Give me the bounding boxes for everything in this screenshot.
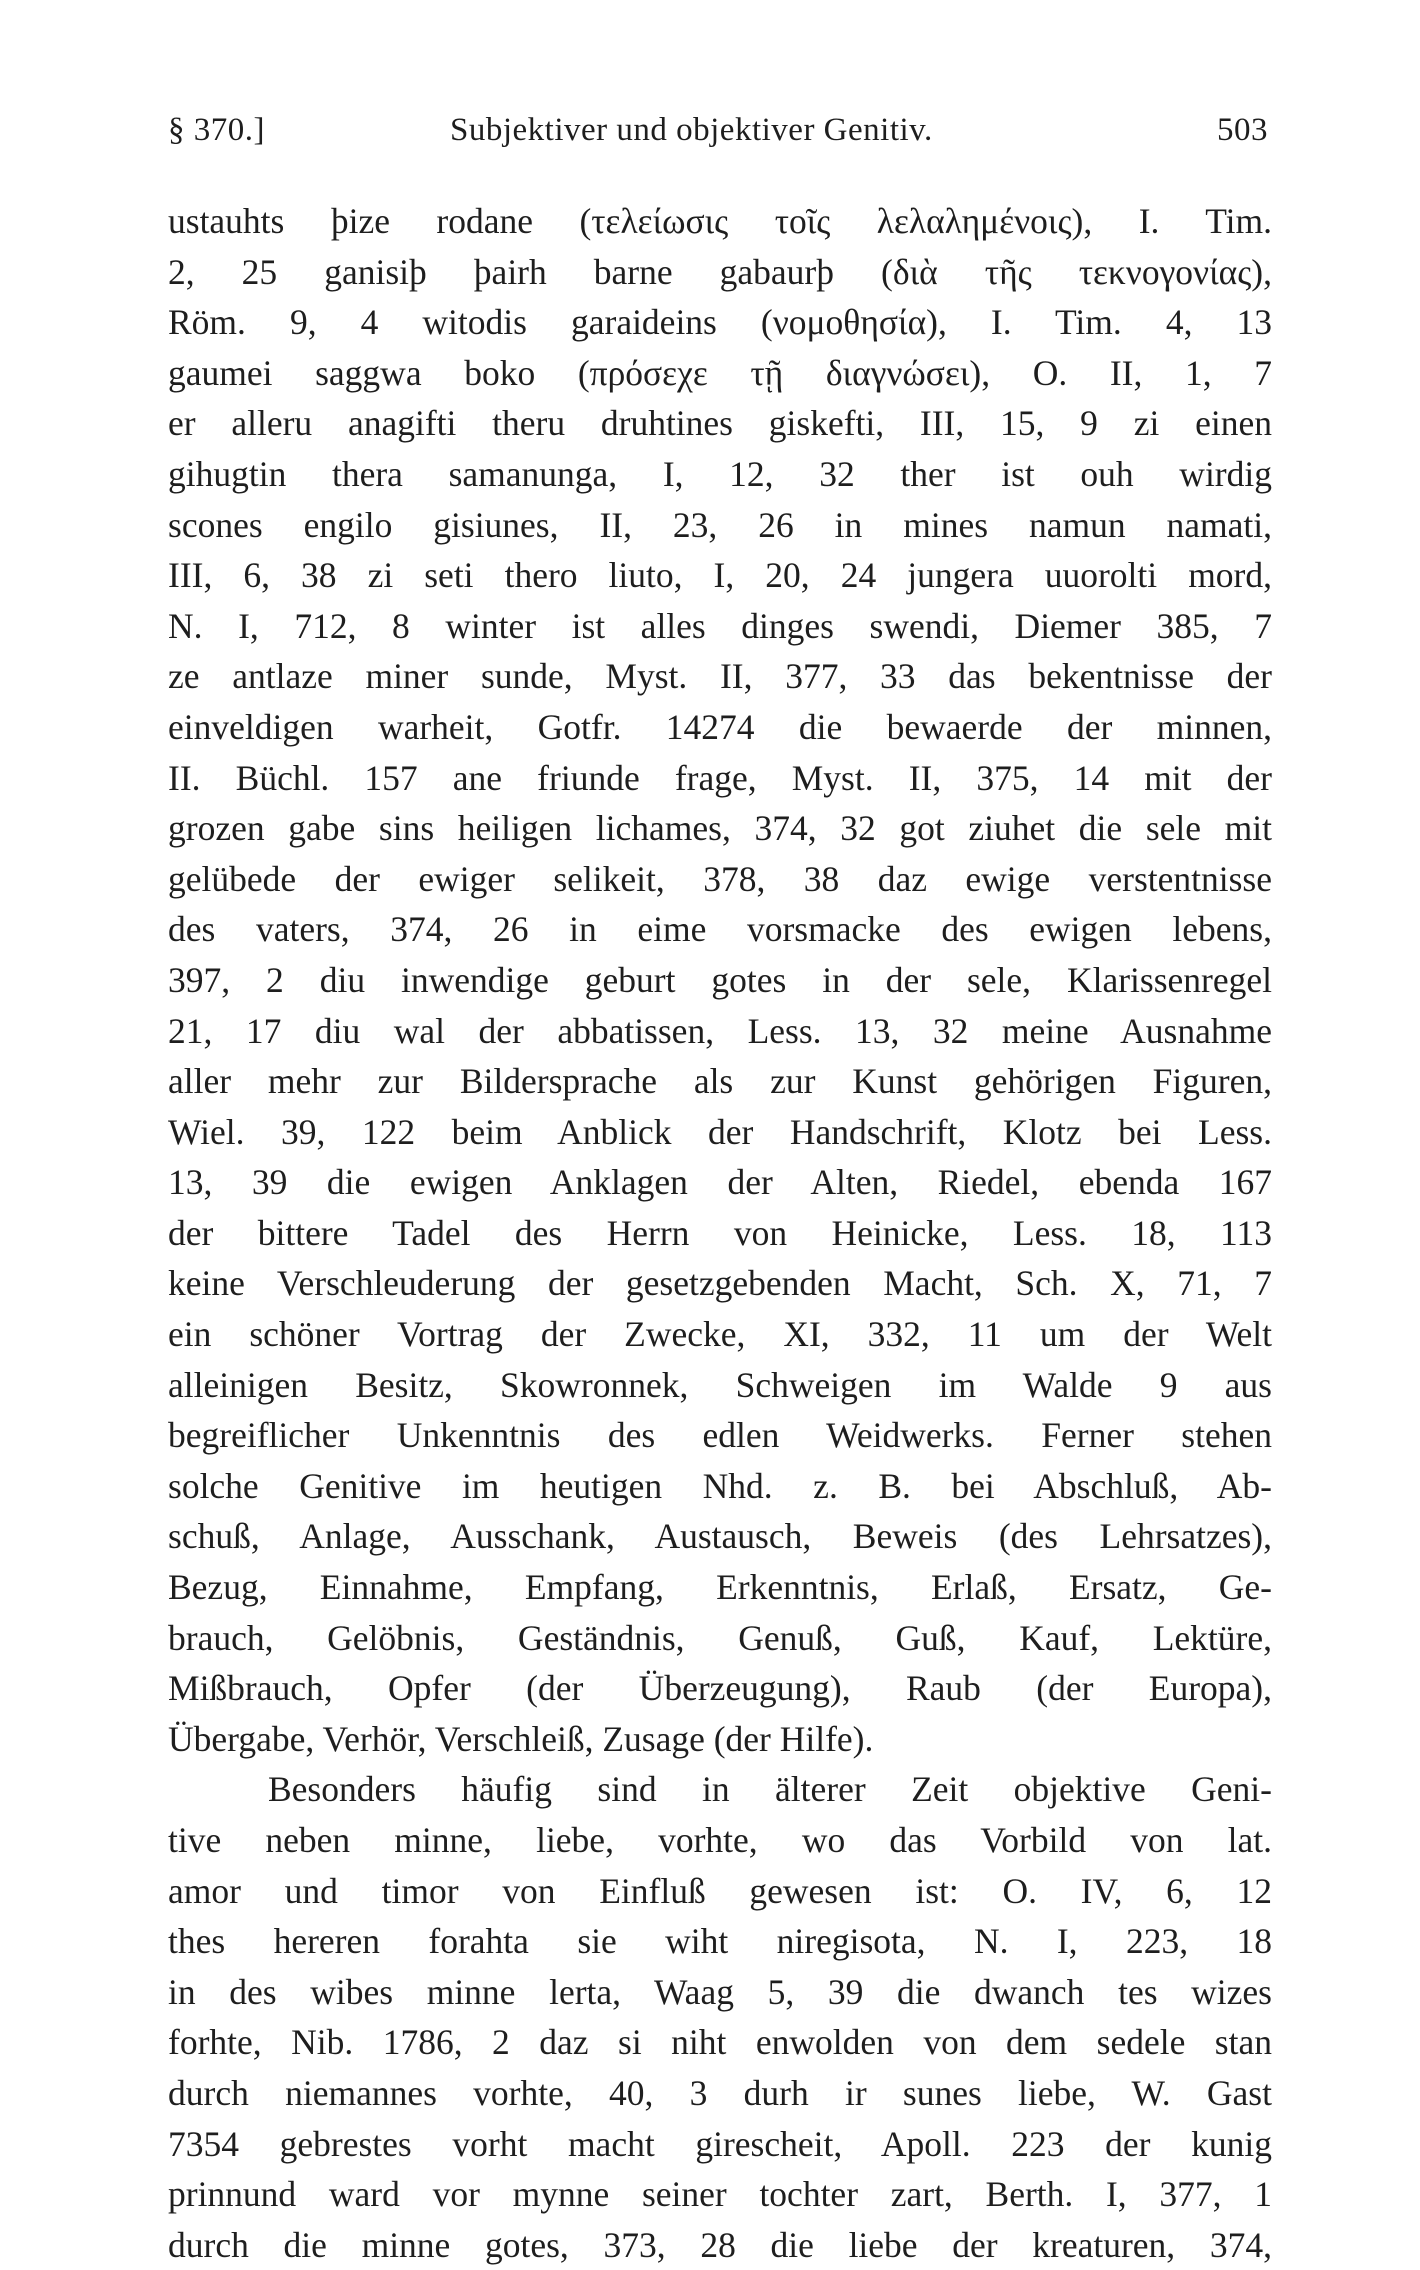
text-line: N. I, 712, 8 winter ist alles dinges swendi, Diemer 385, 7 (168, 605, 1272, 646)
text-line: durch die minne gotes, 373, 28 die liebe der kreaturen, 374, (168, 2224, 1272, 2265)
text-line: scones engilo gisiunes, II, 23, 26 in mines namun namati, (168, 504, 1272, 545)
text-line: 397, 2 diu inwendige geburt gotes in der sele, Klarissenregel (168, 959, 1272, 1000)
running-header (0, 112, 1420, 168)
text-line: gelübede der ewiger selikeit, 378, 38 daz ewige verstentnisse (168, 858, 1272, 899)
text-line: amor und timor von Einfluß gewesen ist: O. IV, 6, 12 (168, 1870, 1272, 1911)
text-line: 2, 25 ganisiþ þairh barne gabaurþ (διὰ τῆς τεκνογονίας), (168, 251, 1272, 292)
text-line: 21, 17 diu wal der abbatissen, Less. 13, 32 meine Ausnahme (168, 1010, 1272, 1051)
text-line: 7354 gebrestes vorht macht girescheit, Apoll. 223 der kunig (168, 2123, 1272, 2164)
text-line: schuß, Anlage, Ausschank, Austausch, Beweis (des Lehrsatzes), (168, 1516, 1272, 1557)
text-line: thes hereren forahta sie wiht niregisota, N. I, 223, 18 (168, 1921, 1272, 1962)
text-line: ein schöner Vortrag der Zwecke, XI, 332, 11 um der Welt (168, 1314, 1272, 1355)
text-line: keine Verschleuderung der gesetzgebenden Macht, Sch. X, 71, 7 (168, 1263, 1272, 1304)
text-line: prinnund ward vor mynne seiner tochter zart, Berth. I, 377, 1 (168, 2174, 1272, 2215)
text-line: ustauhts þize rodane (τελείωσις τοῖς λελαλημένοις), I. Tim. (168, 201, 1272, 241)
text-line: Mißbrauch, Opfer (der Überzeugung), Raub (der Europa), (168, 1668, 1272, 1709)
text-line: Wiel. 39, 122 beim Anblick der Handschrift, Klotz bei Less. (168, 1111, 1272, 1152)
running-title: Subjektiver und objektiver Genitiv. (450, 112, 933, 148)
text-line: solche Genitive im heutigen Nhd. z. B. bei Abschluß, Ab- (168, 1465, 1272, 1506)
section-marker: § 370.] (168, 112, 265, 148)
text-line: durch niemannes vorhte, 40, 3 durh ir sunes liebe, W. Gast (168, 2072, 1272, 2113)
page-number: 503 (1217, 112, 1268, 148)
text-line: des vaters, 374, 26 in eime vorsmacke des ewigen lebens, (168, 909, 1272, 950)
text-line: einveldigen warheit, Gotfr. 14274 die bewaerde der minnen, (168, 706, 1272, 747)
text-line: gaumei saggwa boko (πρόσεχε τῇ διαγνώσει), O. II, 1, 7 (168, 352, 1272, 393)
text-line: begreiflicher Unkenntnis des edlen Weidwerks. Ferner stehen (168, 1415, 1272, 1456)
paragraph-start-line: Besonders häufig sind in älterer Zeit objektive Geni- (268, 1769, 1272, 1810)
text-line: Röm. 9, 4 witodis garaideins (νομοθησία), I. Tim. 4, 13 (168, 302, 1272, 343)
text-line: er alleru anagifti theru druhtines giskefti, III, 15, 9 zi einen (168, 403, 1272, 444)
paragraph-end-line: Übergabe, Verhör, Verschleiß, Zusage (der Hilfe). (168, 1718, 874, 1759)
body-text (168, 196, 1272, 2270)
text-line: aller mehr zur Bildersprache als zur Kunst gehörigen Figuren, (168, 1061, 1272, 1102)
text-line: ze antlaze miner sunde, Myst. II, 377, 33 das bekentnisse der (168, 656, 1272, 697)
text-line: alleinigen Besitz, Skowronnek, Schweigen im Walde 9 aus (168, 1364, 1272, 1405)
text-line: der bittere Tadel des Herrn von Heinicke, Less. 18, 113 (168, 1212, 1272, 1253)
text-line: brauch, Gelöbnis, Geständnis, Genuß, Guß, Kauf, Lektüre, (168, 1617, 1272, 1658)
text-line: gihugtin thera samanunga, I, 12, 32 ther ist ouh wirdig (168, 453, 1272, 494)
text-line: III, 6, 38 zi seti thero liuto, I, 20, 24 jungera uuorolti mord, (168, 555, 1272, 596)
text-line: forhte, Nib. 1786, 2 daz si niht enwolden von dem sedele stan (168, 2022, 1272, 2063)
text-line: tive neben minne, liebe, vorhte, wo das Vorbild von lat. (168, 1820, 1272, 1860)
text-line: II. Büchl. 157 ane friunde frage, Myst. II, 375, 14 mit der (168, 757, 1272, 798)
text-line: 13, 39 die ewigen Anklagen der Alten, Riedel, ebenda 167 (168, 1162, 1272, 1203)
text-line: grozen gabe sins heiligen lichames, 374, 32 got ziuhet die sele mit (168, 808, 1272, 849)
text-line: in des wibes minne lerta, Waag 5, 39 die dwanch tes wizes (168, 1971, 1272, 2012)
text-line: Bezug, Einnahme, Empfang, Erkenntnis, Erlaß, Ersatz, Ge- (168, 1567, 1272, 1608)
